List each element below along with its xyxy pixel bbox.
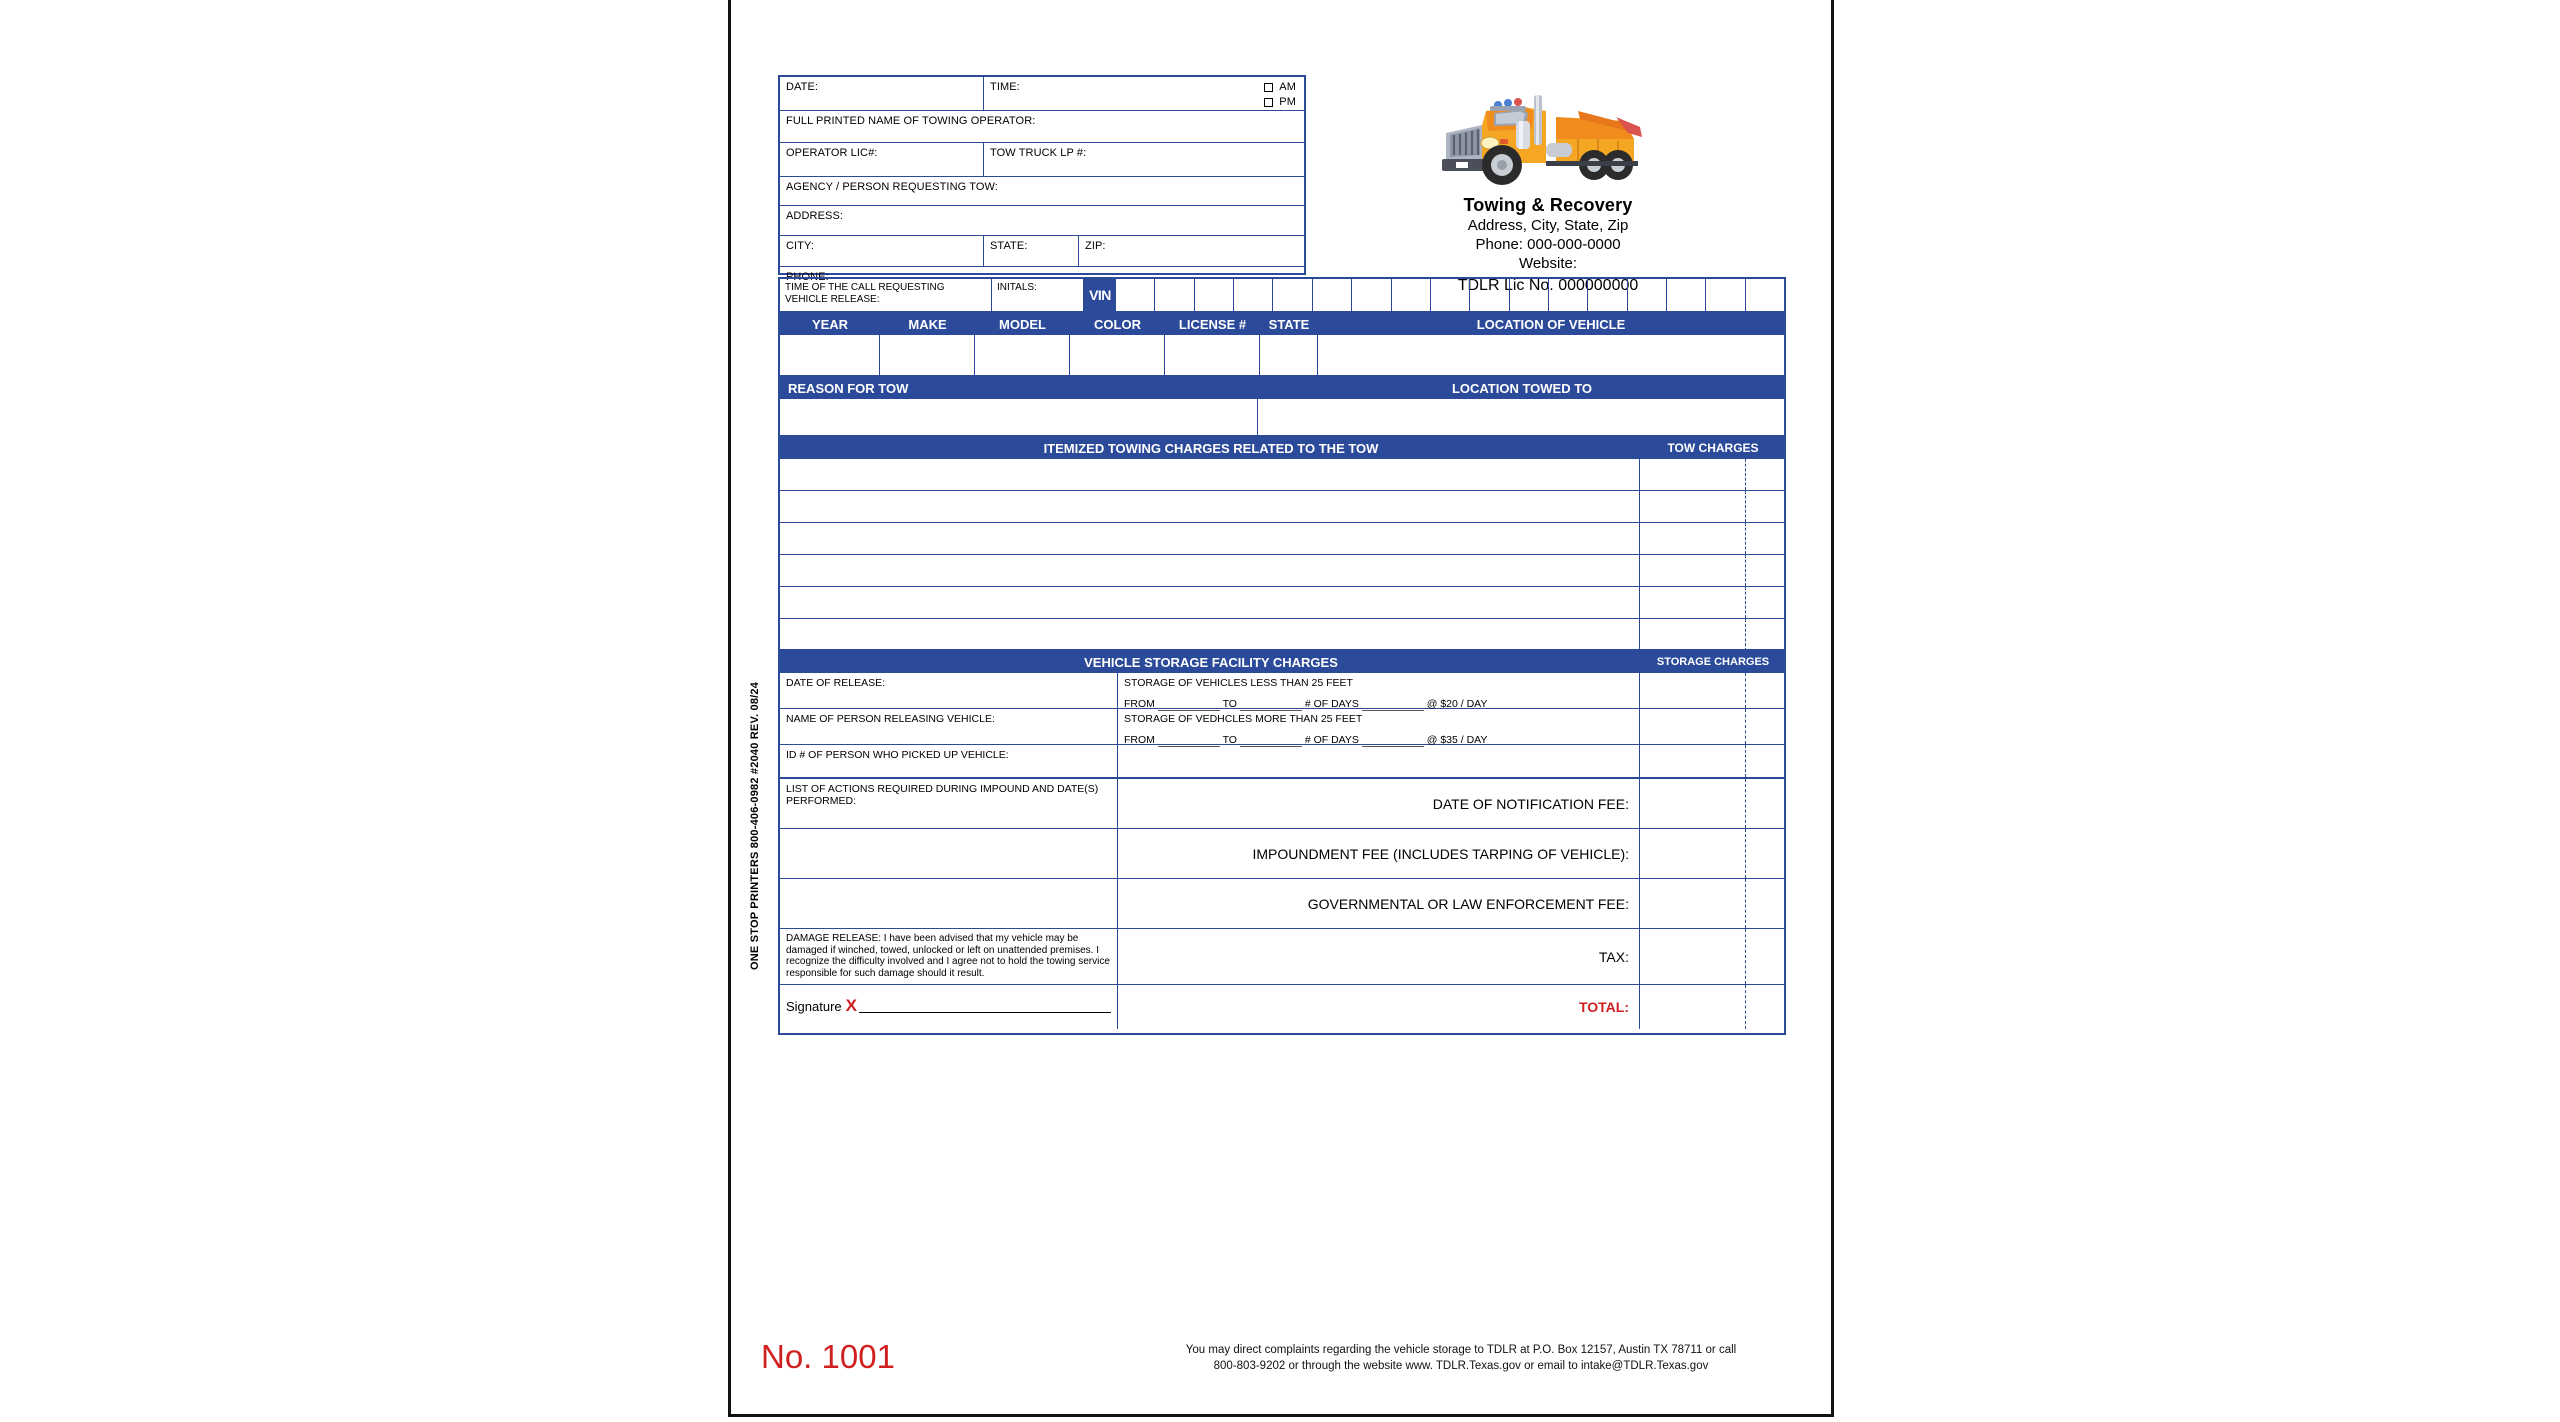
signature-label: Signature bbox=[786, 999, 842, 1014]
cents-divider bbox=[1745, 459, 1746, 490]
vin-box[interactable] bbox=[1746, 279, 1784, 311]
complaints-line-2: 800-803-9202 or through the website www. TDLR.Texas.gov or email to intake@TDLR.Texas.gov bbox=[1213, 1360, 1709, 1372]
vehicle-col-input[interactable] bbox=[1260, 335, 1318, 375]
printer-credit: ONE STOP PRINTERS 800-406-0982 #2040 REV. 08/24 bbox=[749, 681, 761, 970]
complaints-line-1: You may direct complaints regarding the vehicle storage to TDLR at P.O. Box 12157, Austin TX 78711 or call bbox=[1185, 1344, 1737, 1356]
cents-divider bbox=[1745, 985, 1746, 1029]
vin-box[interactable] bbox=[1706, 279, 1745, 311]
itemized-charge-description[interactable] bbox=[780, 619, 1640, 651]
vehicle-col-header: YEAR bbox=[811, 316, 849, 332]
reason-for-tow-header: REASON FOR TOW bbox=[788, 380, 909, 396]
tow-truck-icon bbox=[1428, 81, 1668, 193]
storage-row-detail[interactable] bbox=[1118, 673, 1640, 708]
vin-box[interactable] bbox=[1588, 279, 1627, 311]
vin-box[interactable] bbox=[1431, 279, 1470, 311]
cents-divider bbox=[1745, 673, 1746, 708]
company-name: Towing & Recovery bbox=[1463, 195, 1633, 215]
reason-body-row bbox=[778, 399, 1786, 437]
top-info-block bbox=[778, 75, 1306, 283]
location-towed-to-header: LOCATION TOWED TO bbox=[1451, 380, 1593, 396]
fee-label bbox=[1118, 929, 1640, 984]
daily-rate-label: @ $35 / DAY bbox=[1426, 734, 1488, 746]
vehicle-table-header bbox=[778, 313, 1786, 335]
actions-list-label: LIST OF ACTIONS REQUIRED DURING IMPOUND AND DATE(S) PERFORMED: bbox=[786, 783, 1099, 807]
vehicle-col-header: LOCATION OF VEHICLE bbox=[1476, 316, 1626, 332]
tow-truck-lp-field[interactable] bbox=[984, 143, 1304, 176]
fee-row bbox=[780, 985, 1784, 1029]
itemized-charge-amount[interactable] bbox=[1640, 459, 1784, 490]
ticket-sheet bbox=[728, 0, 1834, 1417]
operator-name-row bbox=[780, 111, 1304, 143]
itemized-charge-row bbox=[780, 491, 1784, 523]
vehicle-col-header: MAKE bbox=[908, 316, 947, 332]
cents-divider bbox=[1745, 829, 1746, 878]
date-label: DATE: bbox=[786, 81, 819, 93]
full-printed-name-label: FULL PRINTED NAME OF TOWING OPERATOR: bbox=[786, 115, 1036, 127]
vin-character-boxes[interactable] bbox=[1116, 279, 1784, 311]
agency-label: AGENCY / PERSON REQUESTING TOW: bbox=[786, 181, 998, 193]
to-label: TO bbox=[1222, 734, 1237, 746]
company-logo-block bbox=[1338, 81, 1758, 294]
actions-list-continuation[interactable] bbox=[780, 829, 1118, 878]
vin-box[interactable] bbox=[1313, 279, 1352, 311]
itemized-charge-amount[interactable] bbox=[1640, 491, 1784, 522]
city-label: CITY: bbox=[786, 240, 815, 252]
vehicle-col-header: COLOR bbox=[1094, 316, 1141, 332]
damage-release-block[interactable] bbox=[780, 929, 1118, 984]
ampm-checkboxes bbox=[1264, 80, 1296, 110]
company-address: Address, City, State, Zip bbox=[1467, 217, 1629, 234]
itemized-charges-header bbox=[778, 437, 1786, 459]
days-label: # OF DAYS bbox=[1304, 734, 1359, 746]
signature-rule[interactable] bbox=[859, 1000, 1111, 1013]
vin-box[interactable] bbox=[1628, 279, 1667, 311]
fee-label bbox=[1118, 829, 1640, 878]
storage-row-left-label[interactable]: ID # OF PERSON WHO PICKED UP VEHICLE: bbox=[780, 745, 1118, 777]
vehicle-table-row bbox=[778, 335, 1786, 377]
call-release-label-line1: TIME OF THE CALL REQUESTING bbox=[785, 282, 945, 293]
itemized-charges-rows bbox=[778, 459, 1786, 651]
cents-divider bbox=[1745, 491, 1746, 522]
itemized-charge-amount[interactable] bbox=[1640, 587, 1784, 618]
operator-lic-field[interactable] bbox=[780, 143, 984, 176]
zip-label: ZIP: bbox=[1085, 240, 1106, 252]
vehicle-col-input[interactable] bbox=[880, 335, 975, 375]
itemized-charge-row bbox=[780, 619, 1784, 651]
vin-box[interactable] bbox=[1234, 279, 1273, 311]
fee-label bbox=[1118, 985, 1640, 1029]
agency-field[interactable] bbox=[780, 177, 1304, 205]
to-label: TO bbox=[1222, 698, 1237, 710]
vin-box[interactable] bbox=[1549, 279, 1588, 311]
am-checkbox-icon[interactable] bbox=[1264, 83, 1273, 92]
initials-field[interactable] bbox=[992, 279, 1084, 311]
storage-charges-rows bbox=[778, 673, 1786, 779]
itemized-charge-amount[interactable] bbox=[1640, 555, 1784, 586]
initials-label: INITALS: bbox=[997, 282, 1037, 293]
time-label: TIME: bbox=[990, 81, 1020, 93]
itemized-charge-row bbox=[780, 555, 1784, 587]
location-towed-to-input[interactable] bbox=[1258, 399, 1784, 435]
itemized-charge-description[interactable] bbox=[780, 587, 1640, 618]
signature-block[interactable] bbox=[780, 985, 1118, 1029]
itemized-charge-row bbox=[780, 459, 1784, 491]
call-release-time-field[interactable] bbox=[780, 279, 992, 311]
vin-box[interactable] bbox=[1273, 279, 1312, 311]
city-field[interactable] bbox=[780, 236, 984, 266]
phone-label: PHONE: bbox=[786, 271, 829, 283]
fee-label-text: DATE OF NOTIFICATION FEE: bbox=[1432, 795, 1629, 812]
pm-checkbox-icon[interactable] bbox=[1264, 98, 1273, 107]
operator-lic-label: OPERATOR LIC#: bbox=[786, 147, 878, 159]
reason-header-row bbox=[778, 377, 1786, 399]
fees-section bbox=[778, 779, 1786, 1035]
itemized-charge-amount[interactable] bbox=[1640, 523, 1784, 554]
daily-rate-label: @ $20 / DAY bbox=[1426, 698, 1488, 710]
vin-box[interactable] bbox=[1470, 279, 1509, 311]
fee-row bbox=[780, 879, 1784, 929]
cents-divider bbox=[1745, 745, 1746, 777]
itemized-charges-title: ITEMIZED TOWING CHARGES RELATED TO THE TOW bbox=[1043, 440, 1379, 456]
company-website: Website: bbox=[1518, 255, 1578, 272]
fee-label-text: IMPOUNDMENT FEE (INCLUDES TARPING OF VEHICLE): bbox=[1252, 845, 1629, 862]
vin-box[interactable] bbox=[1116, 279, 1155, 311]
cents-divider bbox=[1745, 709, 1746, 744]
cents-divider bbox=[1745, 555, 1746, 586]
actions-list-continuation[interactable] bbox=[780, 879, 1118, 928]
vin-box[interactable] bbox=[1352, 279, 1391, 311]
storage-charge-amount[interactable] bbox=[1640, 745, 1784, 777]
days-label: # OF DAYS bbox=[1304, 698, 1359, 710]
cents-divider bbox=[1745, 587, 1746, 618]
time-field[interactable] bbox=[984, 77, 1304, 110]
zip-field[interactable] bbox=[1079, 236, 1304, 266]
pm-option[interactable] bbox=[1264, 95, 1296, 110]
full-printed-name-field[interactable] bbox=[780, 111, 1304, 142]
address-field[interactable] bbox=[780, 206, 1304, 235]
agency-row bbox=[780, 177, 1304, 206]
fee-amount[interactable] bbox=[1640, 829, 1784, 878]
fee-label bbox=[1118, 779, 1640, 828]
storage-row-left-label[interactable]: DATE OF RELEASE: bbox=[780, 673, 1118, 708]
storage-charge-row bbox=[780, 709, 1784, 745]
fee-amount[interactable] bbox=[1640, 985, 1784, 1029]
address-label: ADDRESS: bbox=[786, 210, 844, 222]
itemized-charge-amount[interactable] bbox=[1640, 619, 1784, 651]
vehicle-col-header: MODEL bbox=[999, 316, 1046, 332]
cents-divider bbox=[1745, 779, 1746, 828]
ticket-number: No. 1001 bbox=[761, 1338, 895, 1375]
itemized-charge-row bbox=[780, 523, 1784, 555]
vehicle-col-input[interactable] bbox=[975, 335, 1070, 375]
storage-size-title: STORAGE OF VEDHCLES MORE THAN 25 FEET bbox=[1124, 713, 1363, 725]
itemized-charge-description[interactable] bbox=[780, 555, 1640, 586]
fee-label-text: TAX: bbox=[1598, 948, 1629, 965]
tdlr-license-number: TDLR Lic No. 000000000 bbox=[1457, 277, 1639, 294]
vin-box[interactable] bbox=[1392, 279, 1431, 311]
itemized-charge-description[interactable] bbox=[780, 459, 1640, 490]
fee-amount[interactable] bbox=[1640, 929, 1784, 984]
storage-charge-amount[interactable] bbox=[1640, 673, 1784, 708]
ticket-form bbox=[778, 75, 1786, 1330]
storage-charge-row bbox=[780, 673, 1784, 709]
tow-charges-header: TOW CHARGES bbox=[1667, 441, 1759, 455]
fee-row bbox=[780, 929, 1784, 985]
pm-label: PM bbox=[1279, 96, 1296, 108]
storage-size-title: STORAGE OF VEHICLES LESS THAN 25 FEET bbox=[1124, 677, 1353, 689]
complaints-notice bbox=[1121, 1342, 1801, 1374]
vehicle-col-input[interactable] bbox=[1070, 335, 1165, 375]
from-label: FROM bbox=[1124, 698, 1155, 710]
from-label: FROM bbox=[1124, 734, 1155, 746]
vehicle-col-header: LICENSE # bbox=[1178, 316, 1247, 332]
cents-divider bbox=[1745, 523, 1746, 554]
date-time-row bbox=[780, 77, 1304, 111]
state-field[interactable] bbox=[984, 236, 1079, 266]
storage-row-detail[interactable] bbox=[1118, 745, 1640, 777]
storage-charge-amount[interactable] bbox=[1640, 709, 1784, 744]
date-field[interactable] bbox=[780, 77, 984, 110]
fee-amount[interactable] bbox=[1640, 879, 1784, 928]
storage-charges-column-header: STORAGE CHARGES bbox=[1656, 656, 1770, 668]
cents-divider bbox=[1745, 929, 1746, 984]
vehicle-col-input[interactable] bbox=[1165, 335, 1260, 375]
state-label: STATE: bbox=[990, 240, 1028, 252]
call-release-label-line2: VEHICLE RELEASE: bbox=[785, 294, 880, 305]
itemized-charge-description[interactable] bbox=[780, 491, 1640, 522]
total-label: TOTAL: bbox=[1578, 999, 1629, 1015]
address-row bbox=[780, 206, 1304, 236]
signature-x-mark: X bbox=[845, 996, 857, 1015]
fee-row bbox=[780, 829, 1784, 879]
company-phone: Phone: 000-000-0000 bbox=[1475, 236, 1621, 253]
itemized-charge-row bbox=[780, 587, 1784, 619]
cents-divider bbox=[1745, 879, 1746, 928]
tow-truck-lp-label: TOW TRUCK LP #: bbox=[990, 147, 1087, 159]
am-option[interactable] bbox=[1264, 80, 1296, 95]
fee-label bbox=[1118, 879, 1640, 928]
vin-release-row bbox=[778, 277, 1786, 313]
vin-box[interactable] bbox=[1510, 279, 1549, 311]
actions-list-field[interactable] bbox=[780, 779, 1118, 828]
storage-charges-title: VEHICLE STORAGE FACILITY CHARGES bbox=[1084, 654, 1338, 670]
signature-line[interactable] bbox=[786, 996, 1111, 1015]
cents-divider bbox=[1745, 619, 1746, 651]
storage-charge-row bbox=[780, 745, 1784, 777]
fee-amount[interactable] bbox=[1640, 779, 1784, 828]
storage-row-left-label[interactable]: NAME OF PERSON RELEASING VEHICLE: bbox=[780, 709, 1118, 744]
storage-charges-header bbox=[778, 651, 1786, 673]
license-row bbox=[780, 143, 1304, 177]
city-state-zip-row bbox=[780, 236, 1304, 267]
reason-for-tow-input[interactable] bbox=[780, 399, 1258, 435]
fee-label-text: GOVERNMENTAL OR LAW ENFORCEMENT FEE: bbox=[1307, 895, 1629, 912]
am-label: AM bbox=[1279, 81, 1296, 93]
vin-box[interactable] bbox=[1195, 279, 1234, 311]
vehicle-col-input[interactable] bbox=[1318, 335, 1784, 375]
storage-row-detail[interactable] bbox=[1118, 709, 1640, 744]
vehicle-col-header: STATE bbox=[1268, 316, 1310, 332]
vehicle-col-input[interactable] bbox=[780, 335, 880, 375]
vin-box[interactable] bbox=[1667, 279, 1706, 311]
damage-release-text: DAMAGE RELEASE: I have been advised that my vehicle may be damaged if winched, towed, unlocked or left on unattended premises. I recognize the difficulty involved and I agree not to hold the towing service responsible for such damage should it result. bbox=[786, 933, 1110, 979]
itemized-charge-description[interactable] bbox=[780, 523, 1640, 554]
fee-row bbox=[780, 779, 1784, 829]
vin-label: VIN bbox=[1084, 279, 1116, 311]
vin-box[interactable] bbox=[1155, 279, 1194, 311]
